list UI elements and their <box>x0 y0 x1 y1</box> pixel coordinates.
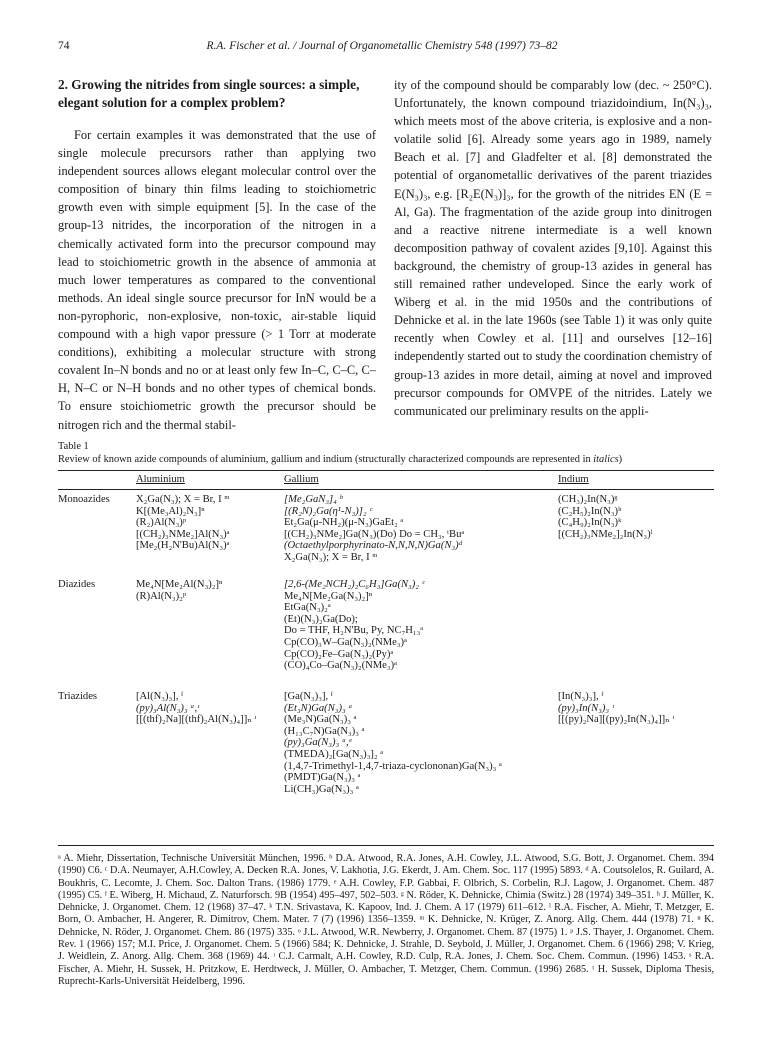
compound-entry: (PMDT)Ga(N₃)₃ ᵃ <box>284 772 361 784</box>
compound-entry: (C₂H₅)₂In(N₃)ʰ <box>558 505 622 517</box>
page-header <box>58 40 706 56</box>
compound-entry: [Ga(N₃)₃], ᶠ <box>284 691 334 702</box>
column-header-indium: Indium <box>558 474 589 485</box>
left-column <box>58 76 376 434</box>
row-label: Triazides <box>58 691 98 702</box>
table-description <box>58 454 714 467</box>
compound-entry: (py)₃In(N₃)₃ ᶦ <box>558 702 614 714</box>
compound-entry: (Et)(N₃)₂Ga(Do); <box>284 613 358 625</box>
compound-entry: (H₁₃C₇N)Ga(N₃)₃ ᵃ <box>284 725 365 737</box>
compound-entry: [Me₂GaN₃]₄ ᵇ <box>284 494 343 505</box>
footnote-text: ᵃ A. Miehr, Dissertation, Technische Universität München, 1996. ᵇ D.A. Atwood, R.A. Jones, A.H. Cowley, J.L. Atwood, S.G. Bott, J. Organomet. Chem. 394 (1990) C6. ᶜ D.A. Neumayer, A.H.Cowley, A. Decken R.A. Jones, V. Lakhotia, J.G. Ekerdt, J. Am. Chem. Soc. 117 (1995) 5893. ᵈ A. Coutsolelos, R. Guilard, A. Boukhris, C. Lecomte, J. Chem. Soc. Dalton Trans. (1986) 1779. ᵉ A.H. Cowley, F.P. Gabbai, F. Olbrich, S. Corbelin, R.J. Lagow, J. Organomet. Chem. 487 (1995) C5. ᶠ E. Wiberg, H. Michaud, Z. Naturforsch. 9B (1954) 495–497, 502–503. ᵍ N. Röder, K. Dehnicke, Chimia (Switz.) 28 (1974) 349–351. ʰ J. Müller, K. Dehnicke, J. Organomet. Chem. 12 (1968) 37–47. ᵏ T.N. Srivastava, K. Kapoov, Ind. J. Chem. A 17 (1979) 611–612. ˡ R.A. Fischer, A. Miehr, T. Metzger, E. Born, O. Ambacher, H. Angerer, R. Dimitrov, Chem. Mater. 7 (7) (1996) 1356–1359. ᵐ K. Dehnicke, N. Krüger, Z. Anorg. Allg. Chem. 444 (1978) 71. ⁿ K. Dehnicke, N. Röder, J. Organomet. Chem. 86 (1975) 335. ᵒ J.L. Atwood, W.R. Newberry, J. Organomet. Chem. 87 (1975) 1. ᵖ J.S. Thayer, J. Organomet. Chem. Rev. 1 (1966) 157; M.I. Price, J. Organomet. Chem. 5 (1966) 584; K. Dehnicke, J. Strahle, D. Seybold, J. Müller, J. Organomet. Chem. 6 (1966) 298; V. Krieg, J. Weidlein, Z. Anorg. Allg. Chem. 368 (1969) 44. ᶦ C.J. Carmalt, A.H. Cowley, R.D. Culp, R.A. Jones, J. Chem. Soc. Chem. Commun. (1996) 1453. ˢ R.A. Fischer, A. Miehr, H. Sussek, H. Pritzkow, E. Herdtweck, J. Müller, O. Ambacher, T. Metzger, Chem. Commun. (1996) 2685. ᵗ H. Sussek, Diploma Thesis, Ruprecht-Karls-Universität Heidelberg, 1996. <box>58 853 714 987</box>
table-description-main: Review of known azide compounds of aluminium, gallium and indium (structurally characterized compounds are represented in <box>58 453 594 465</box>
compound-entry: (Octaethylporphyrinato-N,N,N,N)Ga(N₃)ᵈ <box>284 540 462 552</box>
table-cell-aluminium <box>136 691 256 726</box>
compound-entry: (TMEDA)₂[Ga(N₃)₃]₂ ᵃ <box>284 748 384 760</box>
compound-entry: K[(Me₃Al)₂N₃]ⁿ <box>136 505 205 517</box>
compound-entry: Me₄N[Me₂Ga(N₃)₂]ⁿ <box>284 590 373 602</box>
section-title: 2. Growing the nitrides from single sources: a simple, elegant solution for a complex problem? <box>58 77 360 110</box>
compound-entry: [2,6-(Me₂NCH₂)₂C₆H₃]Ga(N₃)₂ ᶜ <box>284 579 425 590</box>
compound-entry: Cp(CO)₂Fe–Ga(N₃)₂(Py)ᵃ <box>284 648 394 660</box>
table-description-end: ) <box>618 453 623 465</box>
compound-entry: (Et₃N)Ga(N₃)₃ ᵃ <box>284 702 353 714</box>
column-header-aluminium: Aluminium <box>136 474 185 485</box>
body-paragraph-2: ity of the compound should be comparably low (dec. ~ 250°C). Unfortunately, the known compound triazidoindium, In(N₃)₃, which meets most of the above criteria, is explosive and a non-volatile solid [6]. Already some years ago in 1989, namely Beach et al. [7] and Gladfelter et al. [8] demonstrated the potential of organometallic derivatives of the parent triazides E(N₃)₃, e.g. [R₂E(N₃)]₃, for the growth of the nitrides EN (E = Al, Ga). The fragmentation of the azide group into dinitrogen and a reactive nitrene intermediate is a well known decomposition pathway of covalent azides [9,10]. Against this background, the chemistry of group-13 azides in general has still remained rather undeveloped. Since the early work of Wiberg et al. in the mid 1950s and the contributions of Dehnicke et al. in the late 1960s (see Table 1) it was only quite recently when Cowley et al. [11] and ourselves [12–16] independently started out to study the coordination chemistry of group-13 azides in more detail, aiming at novel and improved precursor compounds for OMVPE of the nitrides. Lately we communicated our preliminary results on the appli- <box>394 78 712 418</box>
compound-entry: Do = THF, H₂N'Bu, Py, NC₇H₁₃ᵃ <box>284 625 424 637</box>
table-header-row <box>58 474 714 488</box>
compound-entry: X₂Ga(N₃); X = Br, I ᵐ <box>136 494 230 505</box>
compound-entry: Cp(CO)₃W–Ga(N₃)₂(NMe₃)ᵃ <box>284 636 407 648</box>
right-column <box>394 76 712 420</box>
compound-entry: [(R₂N)₂Ga(η¹-N₃)]₂ ᶜ <box>284 505 373 517</box>
compound-entry: Li(CH₃)Ga(N₃)₃ ᵃ <box>284 783 359 795</box>
compound-entry: [Me₂(H₂N'Bu)Al(N₃)ᵃ <box>136 540 230 552</box>
compound-entry: [(CH₂)₃NMe₂]Ga(N₃)(Do) Do = CH₃, ᵗBuᵃ <box>284 528 465 540</box>
compound-entry: [[(py)₂Na][(py)₂In(N₃)₄]]ₙ ᶦ <box>558 714 675 726</box>
column-header-gallium: Gallium <box>284 474 319 485</box>
compound-entry: [(CH₂)₃NMe₂]Al(N₃)ᵃ <box>136 528 230 540</box>
table-title: Table 1 <box>58 441 89 452</box>
compound-entry: (py)₃Al(N₃)₃ ᵃ,ᶦ <box>136 702 199 714</box>
compound-entry: (CO)₄Co–Ga(N₃)₂(NMe₃)ᵃ <box>284 660 397 672</box>
table-cell-indium <box>558 494 652 540</box>
compound-entry: (R)Al(N₃)₂ᵖ <box>136 590 187 602</box>
compound-entry: (C₄H₉)₂In(N₃)ᵏ <box>558 517 622 529</box>
table-footnotes <box>58 853 714 988</box>
compound-entry: X₂Ga(N₃); X = Br, I ᵐ <box>284 551 378 563</box>
compound-entry: [(CH₂)₃NMe₂]₂In(N₃)ˡ <box>558 528 653 540</box>
table-cell-gallium <box>284 494 464 564</box>
table-description-italic: italics <box>593 453 619 465</box>
table-header-rule <box>58 489 714 490</box>
table-caption <box>58 441 714 466</box>
compound-entry: (R₂)Al(N₃)ᵖ <box>136 517 187 529</box>
row-label: Diazides <box>58 579 96 590</box>
compound-entry: (CH₃)₂In(N₃)ᵍ <box>558 494 618 505</box>
table-cell-indium <box>558 691 674 726</box>
row-label: Monoazides <box>58 494 110 505</box>
page-number: 74 <box>58 40 70 52</box>
table-cell-aluminium <box>136 494 230 552</box>
table-top-rule <box>58 470 714 471</box>
compound-entry: EtGa(N₃)₂ᵃ <box>284 602 331 614</box>
table-bottom-rule <box>58 845 714 846</box>
body-paragraph-1: For certain examples it was demonstrated that the use of single molecule precursors rather than applying two independent sources allows elegant molecular control over the composition of binary thin films leading to stoichiometric growth even with simple equipment [5]. In the case of the group-13 nitrides, the incorporation of the nitrogen in a chemically activated form into the precursor compound may lead to stoichiometric growth in the absence of ammonia at much lower temperatures as compared to the conventional methods. An ideal single source precursor for InN would be a non-pyrophoric, non-explosive, non-toxic, air-stable liquid compound with a high vapor pressure (> 1 Torr at moderate conditions), exhibiting a molecular structure with strong covalent In–N bonds and no or at least only few In–C, C–C, C–H, N–C or N–H bonds and no other types of chemical bonds. To ensure stoichiometric growth the precursor should be nitrogen rich and the thermal stabil- <box>58 128 376 432</box>
table-cell-gallium <box>284 691 502 795</box>
compound-entry: [[(thf)₂Na][(thf)₂Al(N₃)₄]]ₙ ᶦ <box>136 714 257 726</box>
table-cell-gallium <box>284 579 424 672</box>
compound-entry: (Me₃N)Ga(N₃)₃ ᵃ <box>284 714 357 726</box>
compound-entry: (1,4,7-Trimethyl-1,4,7-triaza-cyclononan)Ga(N₃)₃ ᵃ <box>284 760 502 772</box>
compound-entry: Et₂Ga(μ-NH₂)(μ-N₃)GaEt₂ ᵃ <box>284 517 404 529</box>
compound-entry: Me₄N[Me₂Al(N₃)₂]ⁿ <box>136 579 223 590</box>
compound-entry: [Al(N₃)₃], ᶠ <box>136 691 184 702</box>
running-title: R.A. Fischer et al. / Journal of Organometallic Chemistry 548 (1997) 73–82 <box>206 40 558 52</box>
compound-entry: (py)₃Ga(N₃)₃ ᵃ,ᵉ <box>284 737 352 749</box>
compound-entry: [In(N₃)₃], ᶠ <box>558 691 604 702</box>
table-cell-aluminium <box>136 579 222 602</box>
